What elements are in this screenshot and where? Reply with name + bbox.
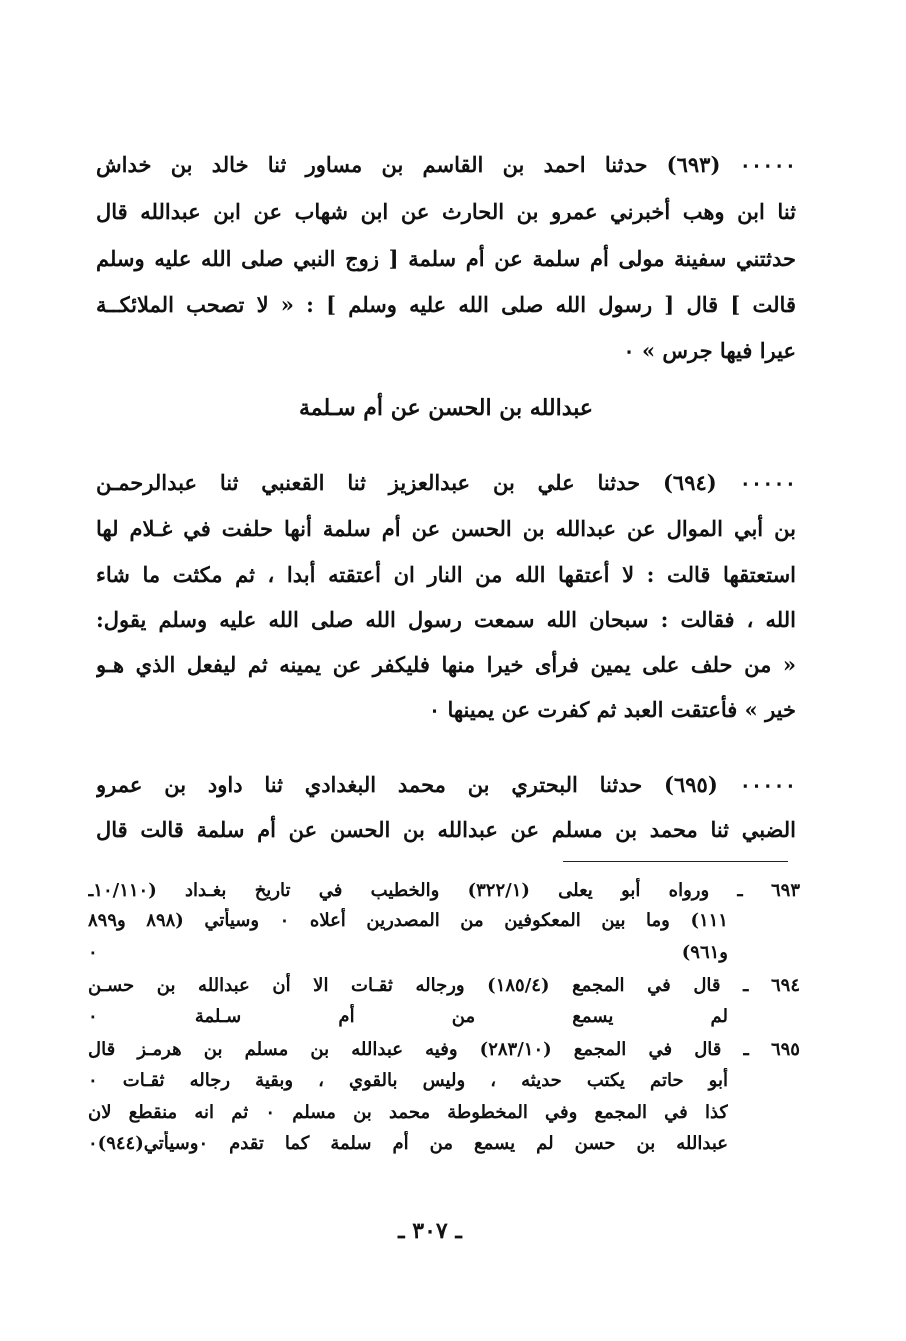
footnote-line: عبدالله بن حسن لم يسمع من أم سلمة كما تقدم ٠وسيأتي(٩٤٤)٠ — [88, 1133, 728, 1154]
footnote-line: كذا في المجمع وفي المخطوطة محمد بن مسلم ٠ ثم انه منقطع لان — [88, 1102, 728, 1123]
text-line: « من حلف على يمين فرأى خيرا منها فليكفر عن يمينه ثم ليفعل الذي هـو — [96, 652, 796, 677]
footnote-line: أبو حاتم يكتب حديثه ، وليس بالقوي ، وبقية رجاله ثقـات ٠ — [88, 1070, 728, 1091]
text-line: قالت ] قال [ رسول الله صلى الله عليه وسلم ] : « لا تصحب الملائكــة — [96, 292, 796, 317]
section-heading: عبدالله بن الحسن عن أم سـلمة — [298, 395, 594, 421]
footnote-line: ١١١) وما بين المعكوفين من المصدرين أعلاه ٠ وسيأتي (٨٩٨ و٨٩٩ — [88, 910, 728, 931]
text-line: ٠٠٠٠٠ (٦٩٥) حدثنا البحتري بن محمد البغدادي ثنا داود بن عمرو — [96, 772, 796, 797]
footnote-line: ٦٩٣ ـ ورواه أبو يعلى (٣٢٢/١) والخطيب في تاريخ بغـداد (١٠/١١٠ـ — [88, 880, 800, 901]
footnote-line: ٦٩٤ ـ قال في المجمع (١٨٥/٤) ورجاله ثقـات الا أن عبدالله بن حسـن — [88, 975, 800, 996]
text-line: الضبي ثنا محمد بن مسلم عن عبدالله بن الحسن عن أم سلمة قالت قال — [96, 817, 796, 842]
footnote-separator — [563, 861, 788, 862]
text-line: ٠٠٠٠٠ (٦٩٤) حدثنا علي بن عبدالعزيز ثنا القعنبي ثنا عبدالرحمـن — [96, 470, 796, 495]
text-line: ثنا ابن وهب أخبرني عمرو بن الحارث عن ابن شهاب عن ابن عبدالله قال — [96, 199, 796, 224]
text-line: ٠٠٠٠٠ (٦٩٣) حدثنا احمد بن القاسم بن مساور ثنا خالد بن خداش — [96, 152, 796, 177]
text-line: الله ، فقالت : سبحان الله سمعت رسول الله صلى الله عليه وسلم يقول: — [96, 607, 796, 632]
text-line: عيرا فيها جرس » ٠ — [623, 338, 796, 363]
footnote-line: و٩٦١) ٠ — [88, 942, 728, 963]
page-number: ـ ٣٠٧ ـ — [398, 1218, 462, 1244]
footnote-line: ٦٩٥ ـ قال في المجمع (٢٨٣/١٠) وفيه عبدالله بن مسلم بن هرمـز قال — [88, 1039, 800, 1060]
footnote-line: لم يسمع من أم سـلمة ٠ — [88, 1006, 728, 1027]
text-line: خير » فأعتقت العبد ثم كفرت عن يمينها ٠ — [428, 697, 796, 722]
text-line: بن أبي الموال عن عبدالله بن الحسن عن أم سلمة أنها حلفت في غـلام لها — [96, 516, 796, 541]
text-line: استعتقها قالت : لا أعتقها الله من النار ان أعتقته أبدا ، ثم مكثت ما شاء — [96, 562, 796, 587]
text-line: حدثتني سفينة مولى أم سلمة عن أم سلمة [ زوج النبي صلى الله عليه وسلم — [96, 246, 796, 271]
